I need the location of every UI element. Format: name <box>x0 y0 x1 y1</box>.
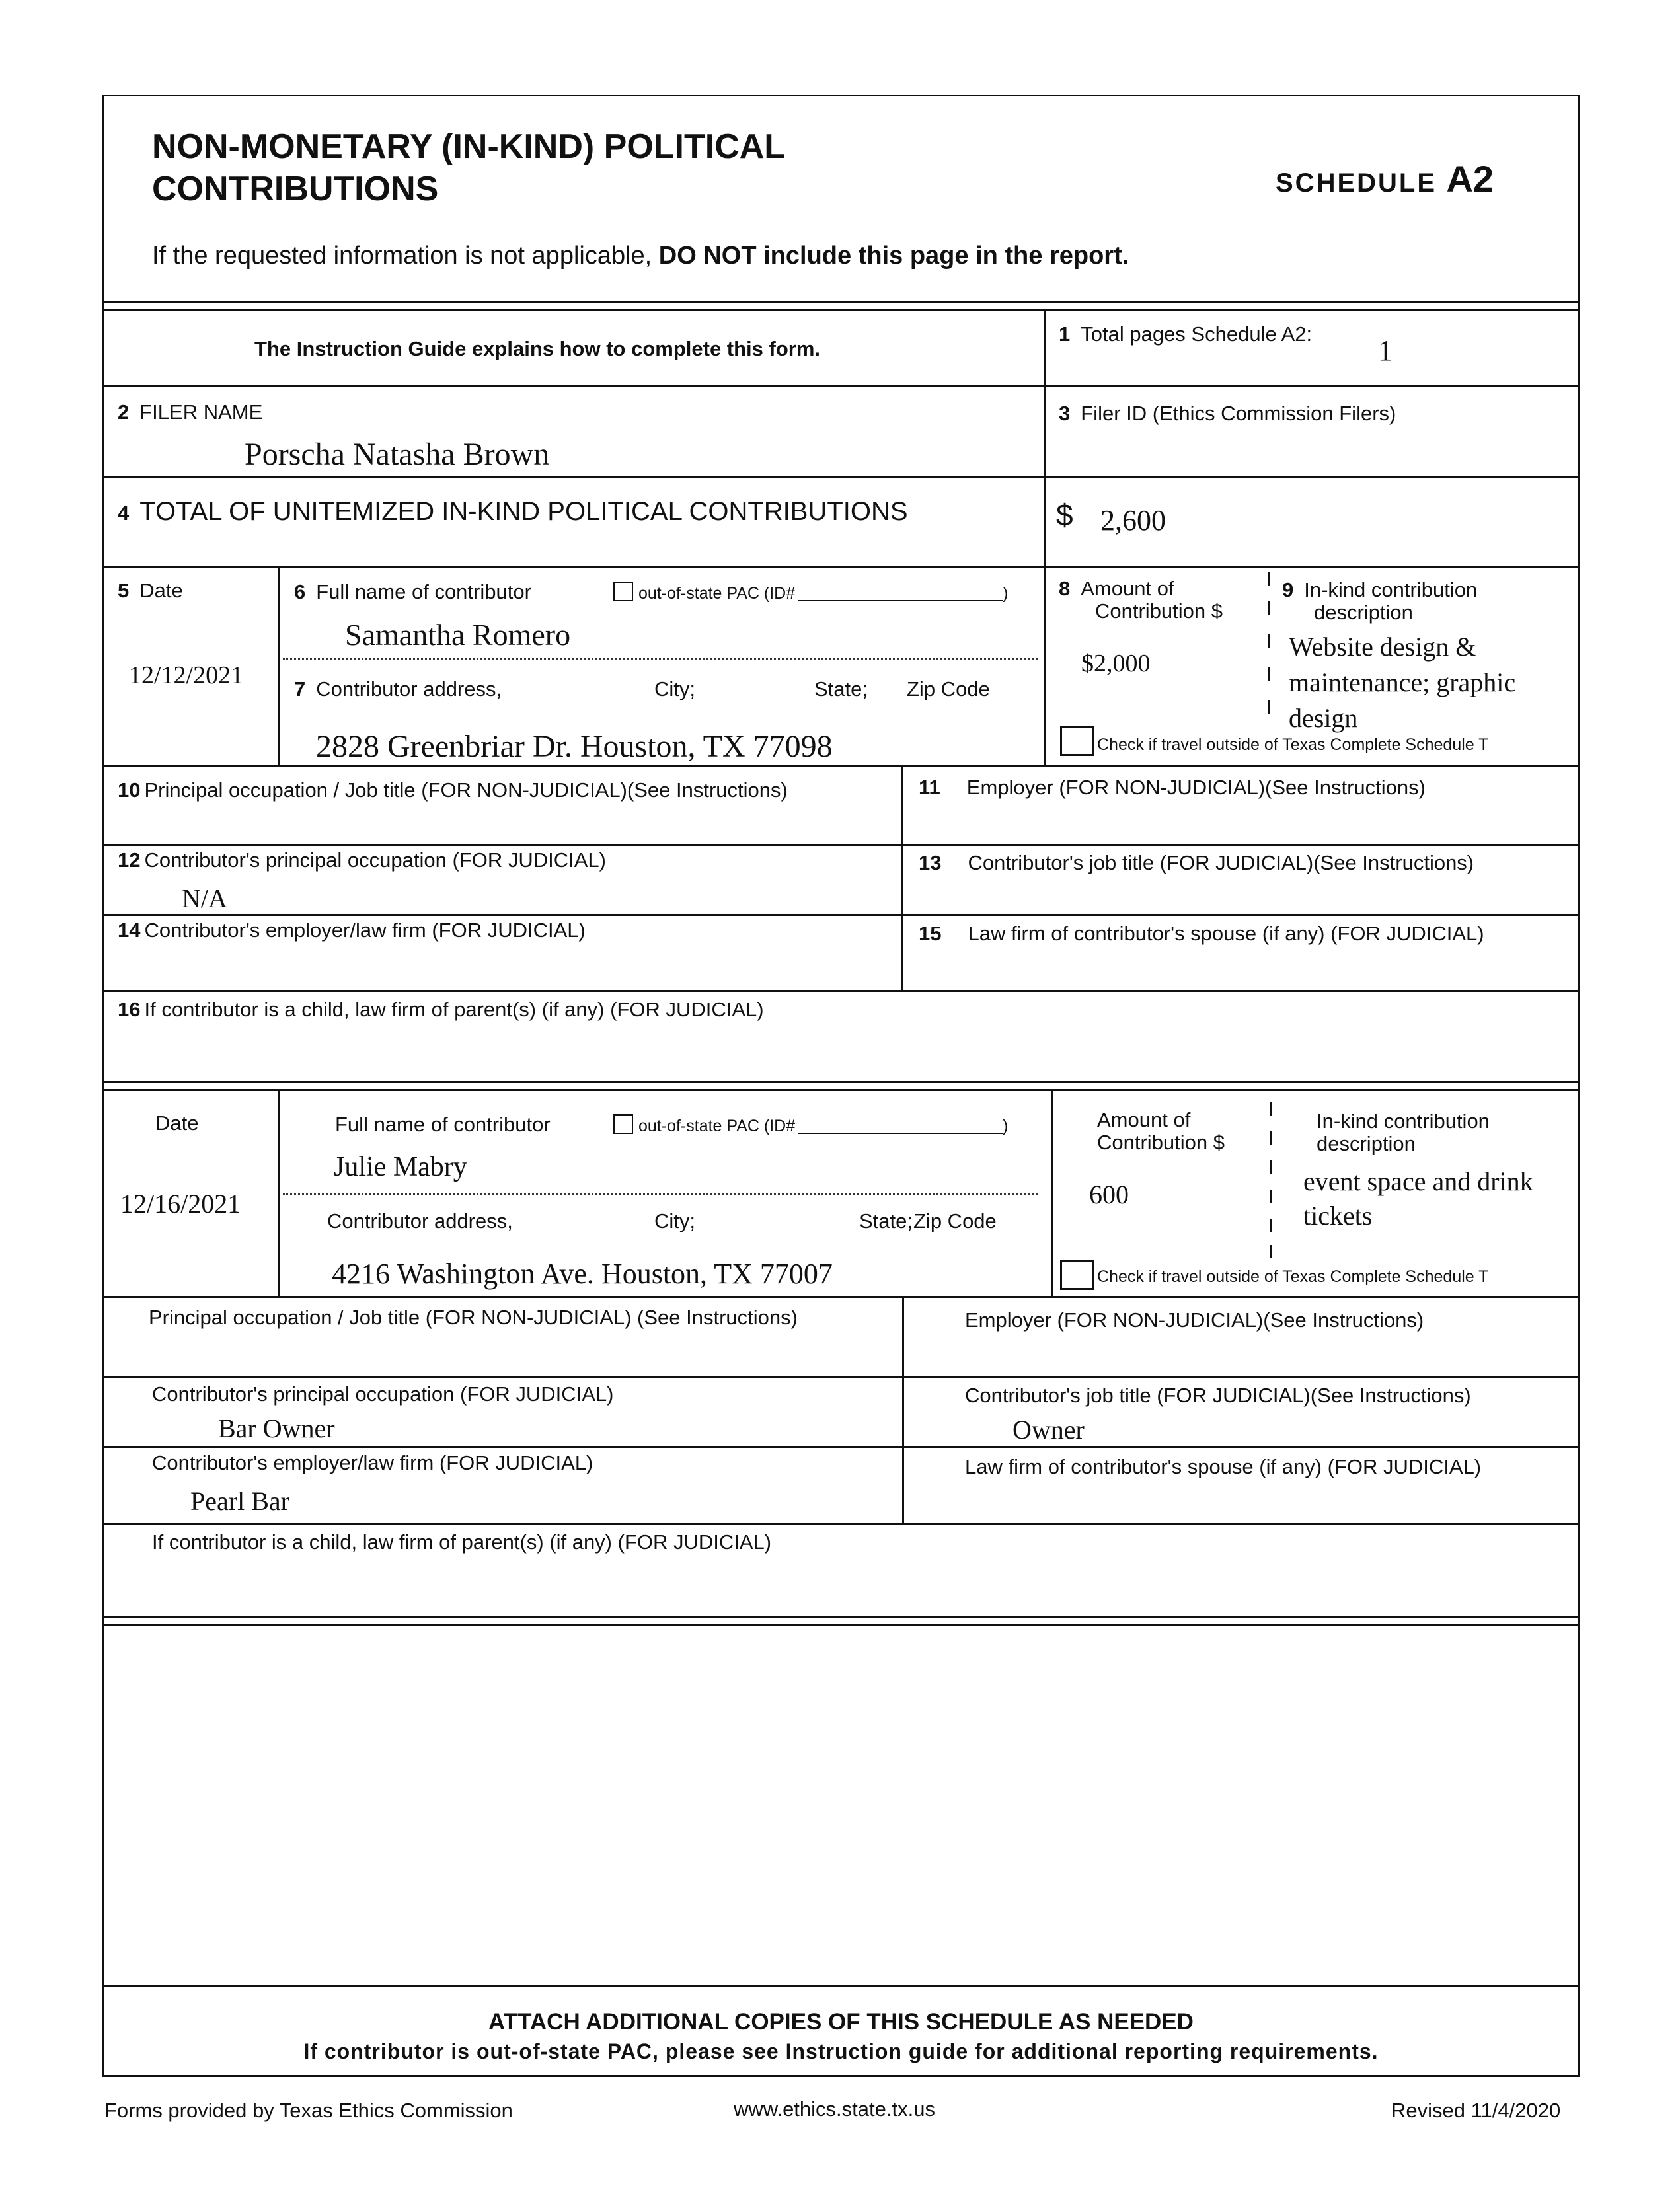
entry2-judicial-employer-value[interactable]: Pearl Bar <box>190 1486 289 1516</box>
entry2-child-lawfirm-label: If contributor is a child, law firm of parent(s) (if any) (FOR JUDICIAL) <box>152 1531 772 1554</box>
pac-close: ) <box>1003 584 1009 603</box>
field-number: 13 <box>919 851 942 874</box>
entry1-occupation-label <box>118 778 788 802</box>
entry2-sub-rule-1 <box>102 1376 1580 1378</box>
footer-revision: Revised 11/4/2020 <box>1391 2099 1561 2122</box>
notice-text <box>152 242 1129 270</box>
entry1-vdivider-amount <box>1044 566 1046 767</box>
entry1-sub-rule-3 <box>102 990 1580 992</box>
entry2-city-label: City; <box>654 1209 695 1232</box>
entry2-state-label: State; <box>859 1209 913 1232</box>
desc-line: maintenance; graphic <box>1289 667 1516 697</box>
entry1-sub-rule-4b <box>102 1089 1580 1091</box>
entry2-desc-value[interactable] <box>1303 1164 1533 1233</box>
total-unitemized-value[interactable]: 2,600 <box>1100 504 1166 537</box>
entry2-tick <box>1270 1160 1272 1174</box>
field-number: 14 <box>118 919 141 942</box>
summary-vdivider <box>1044 309 1046 568</box>
header-rule-bottom <box>102 309 1580 311</box>
desc-text2: description <box>1314 601 1413 624</box>
entry2-sub-rule-4 <box>102 1616 1580 1618</box>
checkbox-icon[interactable] <box>613 582 633 601</box>
entry2-judicial-employer-label: Contributor's employer/law firm (FOR JUDICIAL) <box>152 1451 593 1474</box>
pac-id-blank[interactable] <box>798 1133 1003 1134</box>
total-currency-sign: $ <box>1056 498 1073 532</box>
entry1-tick <box>1268 634 1270 648</box>
entry1-pac-checkbox[interactable] <box>613 582 1008 603</box>
total-unitemized-label <box>118 497 908 527</box>
attach-notice: ATTACH ADDITIONAL COPIES OF THIS SCHEDULE AS NEEDED <box>488 2009 1194 2035</box>
page-title-line2: CONTRIBUTIONS <box>152 170 439 208</box>
notice-bold: DO NOT include this page in the report. <box>658 242 1129 270</box>
entry1-rule-bottom <box>102 765 1580 767</box>
field-number: 12 <box>118 849 141 872</box>
entry2-rule-bottom <box>102 1296 1580 1298</box>
pac-text: out-of-state PAC (ID# <box>638 584 796 603</box>
amount-text1: Amount of <box>1097 1108 1191 1131</box>
entry2-job-title-value[interactable]: Owner <box>1012 1415 1085 1445</box>
desc-text2: description <box>1317 1132 1416 1155</box>
child-lawfirm-text: If contributor is a child, law firm of parent(s) (if any) (FOR JUDICIAL) <box>144 998 764 1021</box>
entry1-amount-value[interactable]: $2,000 <box>1081 650 1151 677</box>
entry2-name-label: Full name of contributor <box>335 1113 551 1136</box>
amount-text2: Contribution $ <box>1095 599 1223 623</box>
field-number: 10 <box>118 778 141 802</box>
entry2-vdivider-amount <box>1051 1089 1053 1297</box>
entry1-state-label: State; <box>814 677 868 700</box>
judicial-employer-text: Contributor's employer/law firm (FOR JUDICIAL) <box>144 919 586 942</box>
entry1-name-value[interactable]: Samantha Romero <box>345 618 571 652</box>
total-pages-text: Total pages Schedule A2: <box>1081 322 1313 346</box>
entry1-desc-value[interactable] <box>1289 629 1515 736</box>
entry2-sub-rule-4b <box>102 1624 1580 1626</box>
field-number: 4 <box>118 502 130 525</box>
field-number: 11 <box>919 776 940 799</box>
schedule-code: A2 <box>1446 158 1494 200</box>
field-number: 1 <box>1059 322 1071 346</box>
entry2-tick <box>1270 1190 1272 1203</box>
instruction-note: The Instruction Guide explains how to complete this form. <box>254 337 821 360</box>
entry2-amount-label <box>1097 1109 1225 1154</box>
entry2-sub-rule-2 <box>102 1446 1580 1448</box>
name-text: Full name of contributor <box>316 580 531 603</box>
entry1-address-label <box>294 677 502 701</box>
filer-name-value[interactable]: Porscha Natasha Brown <box>245 437 550 472</box>
total-unitemized-text: TOTAL OF UNITEMIZED IN-KIND POLITICAL CONTRIBUTIONS <box>139 497 908 526</box>
note-box-rule-top <box>102 1985 1580 1987</box>
desc-line: Website design & <box>1289 632 1476 662</box>
entry1-job-title-label <box>919 851 1474 875</box>
entry1-zip-label: Zip Code <box>907 677 990 700</box>
entry2-sub-rule-3 <box>102 1523 1580 1525</box>
entry2-amount-value[interactable]: 600 <box>1089 1180 1129 1209</box>
pac-close: ) <box>1003 1117 1009 1135</box>
pac-id-blank[interactable] <box>798 600 1003 601</box>
header-rule-top <box>102 301 1580 303</box>
entry1-amount-label <box>1059 578 1223 623</box>
entry1-name-label <box>294 580 531 604</box>
entry2-travel-label: Check if travel outside of Texas Complete Schedule T <box>1097 1268 1489 1286</box>
entry1-travel-checkbox[interactable] <box>1060 726 1094 756</box>
entry1-sub-rule-4 <box>102 1081 1580 1083</box>
spouse-lawfirm-text: Law firm of contributor's spouse (if any) (FOR JUDICIAL) <box>968 922 1484 945</box>
entry2-date-value[interactable]: 12/16/2021 <box>120 1189 241 1219</box>
footer-provider: Forms provided by Texas Ethics Commission <box>104 2099 513 2122</box>
page-title-line1: NON-MONETARY (IN-KIND) POLITICAL <box>152 128 786 166</box>
entry2-date-label: Date <box>155 1112 199 1135</box>
entry1-vdivider-date <box>278 566 280 767</box>
field-number: 5 <box>118 579 130 602</box>
entry1-judicial-employer-label <box>118 919 586 942</box>
entry1-judicial-occupation-label <box>118 849 606 872</box>
entry1-city-label: City; <box>654 677 695 700</box>
entry1-sub-rule-2 <box>102 914 1580 916</box>
notice-prefix: If the requested information is not applicable, <box>152 242 652 270</box>
field-number: 8 <box>1059 577 1071 600</box>
employer-text: Employer (FOR NON-JUDICIAL)(See Instructions) <box>966 776 1426 799</box>
entry1-tick <box>1268 700 1270 714</box>
filer-id-text: Filer ID (Ethics Commission Filers) <box>1081 402 1396 425</box>
entry2-name-dotted-rule <box>283 1193 1038 1195</box>
summary-rule-3 <box>102 566 1580 568</box>
entry2-employer-label: Employer (FOR NON-JUDICIAL)(See Instructions) <box>965 1308 1424 1332</box>
schedule-word: SCHEDULE <box>1276 169 1437 198</box>
entry1-address-value[interactable]: 2828 Greenbriar Dr. Houston, TX 77098 <box>316 729 833 764</box>
filer-id-label <box>1059 402 1396 426</box>
total-pages-label <box>1059 322 1312 346</box>
desc-text1: In-kind contribution <box>1317 1110 1490 1133</box>
field-number: 2 <box>118 400 130 424</box>
entry2-name-value[interactable]: Julie Mabry <box>334 1152 467 1182</box>
entry2-sub-vdivider <box>902 1296 904 1524</box>
entry1-tick <box>1268 572 1270 586</box>
entry2-address-value[interactable]: 4216 Washington Ave. Houston, TX 77007 <box>332 1258 833 1290</box>
desc-line: tickets <box>1303 1201 1373 1231</box>
filer-name-text: FILER NAME <box>139 400 263 424</box>
field-number: 15 <box>919 922 942 945</box>
entry2-desc-label <box>1317 1110 1490 1155</box>
entry1-employer-label <box>919 776 1426 800</box>
entry2-zip-label: Zip Code <box>913 1209 997 1232</box>
field-number: 9 <box>1282 578 1294 601</box>
entry2-tick <box>1270 1219 1272 1232</box>
field-number: 16 <box>118 998 141 1021</box>
entry2-occupation-label: Principal occupation / Job title (FOR NON-JUDICIAL) (See Instructions) <box>149 1306 798 1329</box>
occupation-text: Principal occupation / Job title (FOR NON-JUDICIAL)(See Instructions) <box>144 778 788 802</box>
desc-line: event space and drink <box>1303 1166 1533 1196</box>
entry1-spouse-lawfirm-label <box>919 922 1484 946</box>
entry1-tick <box>1268 667 1270 681</box>
field-number: 6 <box>294 580 306 603</box>
entry1-date-label <box>118 579 183 603</box>
entry2-tick <box>1270 1131 1272 1145</box>
entry1-desc-label <box>1282 579 1477 624</box>
field-number: 7 <box>294 677 306 700</box>
entry2-pac-checkbox[interactable] <box>613 1114 1008 1136</box>
entry2-travel-checkbox[interactable] <box>1060 1260 1094 1290</box>
checkbox-icon[interactable] <box>613 1114 633 1134</box>
form-frame <box>102 95 1580 2077</box>
summary-rule-1 <box>102 385 1580 387</box>
pac-notice: If contributor is out-of-state PAC, please see Instruction guide for additional reporting requirements. <box>303 2039 1379 2063</box>
job-title-text: Contributor's job title (FOR JUDICIAL)(See Instructions) <box>968 851 1474 874</box>
total-pages-value[interactable]: 1 <box>1378 334 1393 367</box>
entry1-date-value[interactable]: 12/12/2021 <box>129 662 244 689</box>
pac-text: out-of-state PAC (ID# <box>638 1117 796 1135</box>
entry1-sub-rule-1 <box>102 844 1580 846</box>
entry1-judicial-occupation-value[interactable]: N/A <box>182 884 227 913</box>
desc-line: design <box>1289 703 1358 733</box>
entry2-judicial-occupation-value[interactable]: Bar Owner <box>218 1414 335 1443</box>
entry1-child-lawfirm-label <box>118 998 764 1022</box>
amount-text1: Amount of <box>1081 577 1174 600</box>
entry1-name-dotted-rule <box>283 658 1038 660</box>
address-text: Contributor address, <box>316 677 502 700</box>
entry1-travel-label: Check if travel outside of Texas Complete Schedule T <box>1097 736 1489 754</box>
entry2-tick <box>1270 1102 1272 1116</box>
summary-rule-2 <box>102 476 1580 478</box>
amount-text2: Contribution $ <box>1097 1131 1225 1154</box>
date-text: Date <box>139 579 183 602</box>
entry1-sub-vdivider <box>901 765 903 991</box>
filer-name-label <box>118 400 262 424</box>
entry1-tick <box>1268 601 1270 615</box>
footer-website[interactable]: www.ethics.state.tx.us <box>734 2098 935 2121</box>
entry2-address-label: Contributor address, <box>327 1209 513 1232</box>
entry2-vdivider-date <box>278 1089 280 1297</box>
entry2-job-title-label: Contributor's job title (FOR JUDICIAL)(See Instructions) <box>965 1384 1471 1407</box>
desc-text1: In-kind contribution <box>1304 578 1478 601</box>
schedule-label <box>1276 157 1494 200</box>
page-title <box>152 126 785 210</box>
entry2-spouse-lawfirm-label: Law firm of contributor's spouse (if any) (FOR JUDICIAL) <box>965 1455 1482 1478</box>
entry2-judicial-occupation-label: Contributor's principal occupation (FOR JUDICIAL) <box>152 1382 614 1406</box>
entry2-tick <box>1270 1245 1272 1258</box>
field-number: 3 <box>1059 402 1071 425</box>
judicial-occupation-text: Contributor's principal occupation (FOR JUDICIAL) <box>144 849 606 872</box>
